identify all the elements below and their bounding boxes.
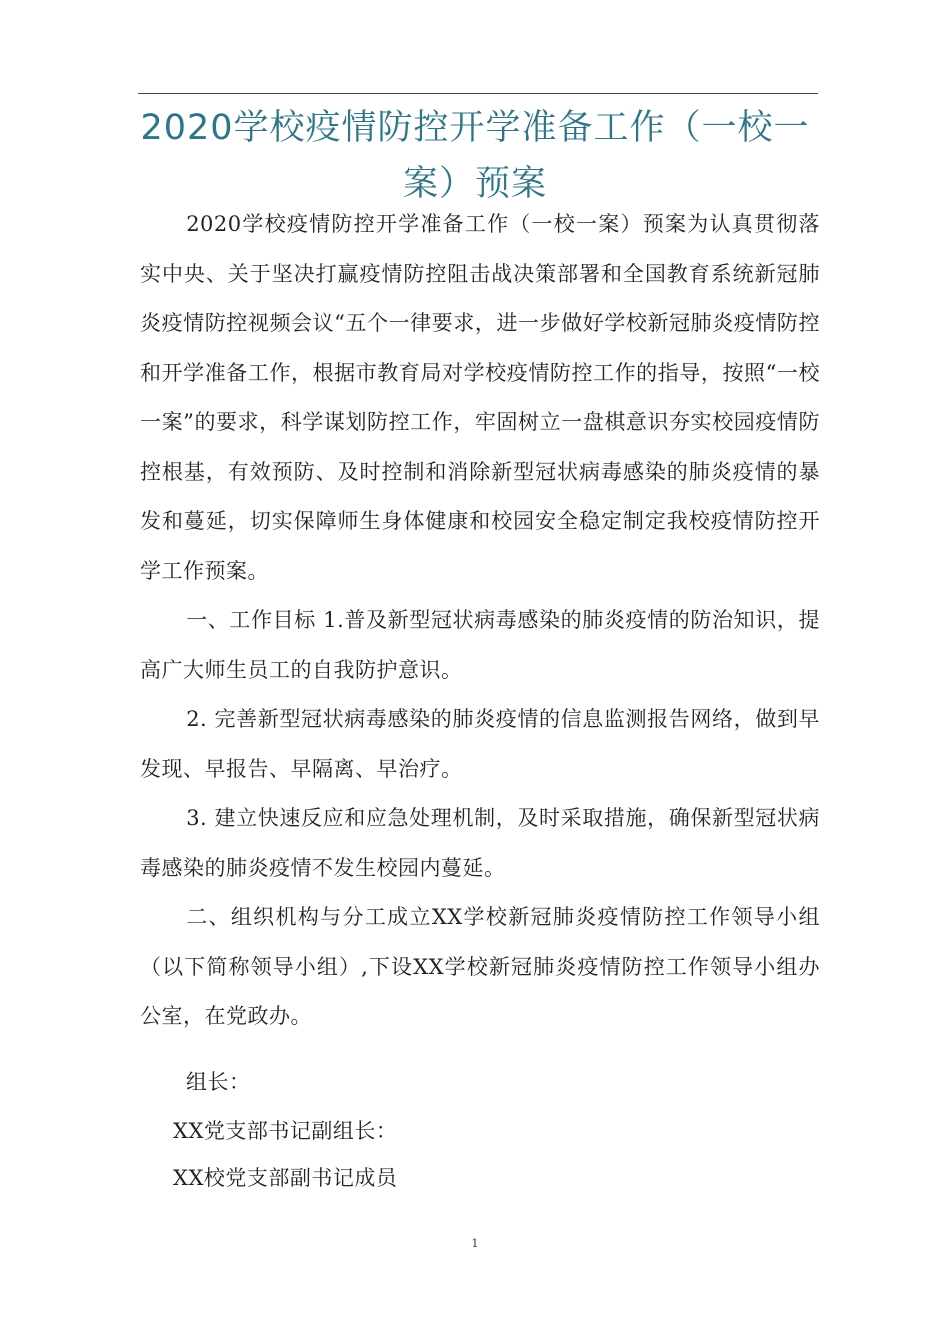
- goal-paragraph-3: 3. 建立快速反应和应急处理机制，及时采取措施，确保新型冠状病毒感染的肺炎疫情不发生校园内蔓延。: [140, 806, 820, 880]
- document-title: 2020学校疫情防控开学准备工作（一校一案）预案: [140, 108, 810, 204]
- deputy-secretary-line: XX校党支部副书记成员: [173, 1166, 398, 1190]
- goal-paragraph-2: 2. 完善新型冠状病毒感染的肺炎疫情的信息监测报告网络，做到早发现、早报告、早隔离、早治疗。: [140, 707, 820, 781]
- intro-paragraph: 2020学校疫情防控开学准备工作（一校一案）预案为认真贯彻落实中央、关于坚决打赢疫情防控阻击战决策部署和全国教育系统新冠肺炎疫情防控视频会议“五个一律要求，进一步做好学校新冠肺炎疫情防控和开学准备工作，根据市教育局对学校疫情防控工作的指导，按照“一校一案”的要求，科学谋划防控工作，牢固树立一盘棋意识夯实校园疫情防控根基，有效预防、及时控制和消除新型冠状病毒感染的肺炎疫情的暴发和蔓延，切实保障师生身体健康和校园安全稳定制定我校疫情防控开学工作预案。: [140, 212, 820, 583]
- top-rule: [138, 93, 818, 94]
- party-secretary-line: XX党支部书记副组长：: [173, 1119, 398, 1143]
- page-number: 1: [471, 1237, 479, 1250]
- group-leader-label: 组长：: [186, 1070, 251, 1094]
- document-body: [140, 200, 820, 1042]
- goal-paragraph-1: 一、工作目标 1.普及新型冠状病毒感染的肺炎疫情的防治知识，提高广大师生员工的自我防护意识。: [140, 608, 820, 682]
- organization-paragraph: 二、组织机构与分工成立XX学校新冠肺炎疫情防控工作领导小组（以下简称领导小组）,下设XX学校新冠肺炎疫情防控工作领导小组办公室，在党政办。: [140, 905, 820, 1028]
